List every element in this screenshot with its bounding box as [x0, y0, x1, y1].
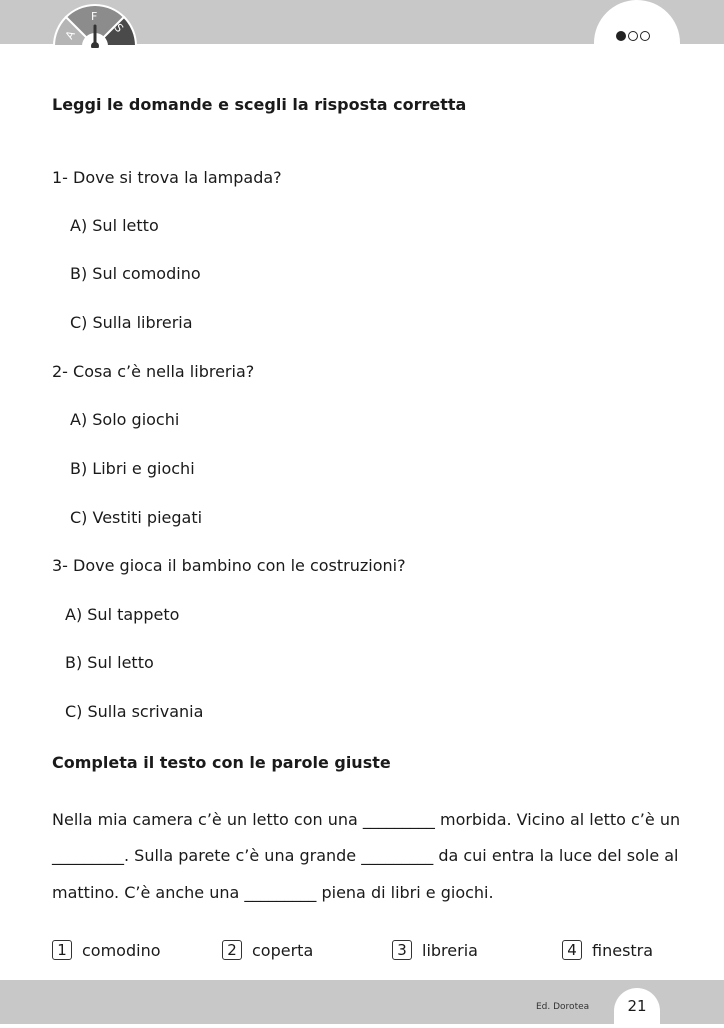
word-bank-item[interactable] — [222, 938, 313, 962]
publisher-name: Ed. Dorotea — [536, 1002, 590, 1012]
question-2-option-a[interactable]: A) Solo giochi — [70, 410, 180, 429]
question-1-option-b[interactable]: B) Sul comodino — [70, 264, 201, 283]
gauge-letter-f: F — [91, 10, 98, 23]
question-2-option-b[interactable]: B) Libri e giochi — [70, 459, 195, 478]
question-2: 2- Cosa c’è nella libreria? — [52, 362, 255, 381]
word-bank-item[interactable] — [52, 938, 161, 962]
question-3-option-a[interactable]: A) Sul tappeto — [65, 605, 180, 624]
word-number-box: 2 — [222, 940, 242, 960]
question-3-option-c[interactable]: C) Sulla scrivania — [65, 702, 204, 721]
question-2-option-c[interactable]: C) Vestiti piegati — [70, 508, 203, 527]
question-1: 1- Dove si trova la lampada? — [52, 168, 282, 187]
question-3-option-b[interactable]: B) Sul letto — [65, 653, 154, 672]
question-1-option-c[interactable]: C) Sulla libreria — [70, 313, 193, 332]
section-title-complete-text: Completa il testo con le parole giuste — [52, 753, 391, 772]
level-indicator — [616, 29, 650, 43]
page-number: 21 — [627, 997, 647, 1015]
level-dot-empty-icon — [640, 31, 650, 41]
word-number-box: 1 — [52, 940, 72, 960]
word-label: comodino — [82, 940, 161, 960]
gauge-letter-s: S — [111, 21, 126, 35]
question-1-option-a[interactable]: A) Sul letto — [70, 216, 159, 235]
section-title-questions: Leggi le domande e scegli la risposta corretta — [52, 95, 467, 114]
gauge-letter-a: A — [62, 28, 78, 42]
level-dot-empty-icon — [628, 31, 638, 41]
word-number-box: 4 — [562, 940, 582, 960]
difficulty-gauge-icon — [52, 0, 138, 48]
paragraph-line-2: _________. Sulla parete c’è una grande _________ da cui entra la luce del sole al — [52, 846, 679, 865]
paragraph-line-3: mattino. C’è anche una _________ piena di libri e giochi. — [52, 883, 494, 902]
word-label: libreria — [422, 940, 478, 960]
word-bank-item[interactable] — [562, 938, 653, 962]
word-bank-item[interactable] — [392, 938, 478, 962]
word-number-box: 3 — [392, 940, 412, 960]
word-label: finestra — [592, 940, 654, 960]
question-3: 3- Dove gioca il bambino con le costruzioni? — [52, 556, 406, 575]
paragraph-line-1: Nella mia camera c’è un letto con una _________ morbida. Vicino al letto c’è un — [52, 810, 681, 829]
level-dot-filled-icon — [616, 31, 626, 41]
word-label: coperta — [252, 940, 314, 960]
